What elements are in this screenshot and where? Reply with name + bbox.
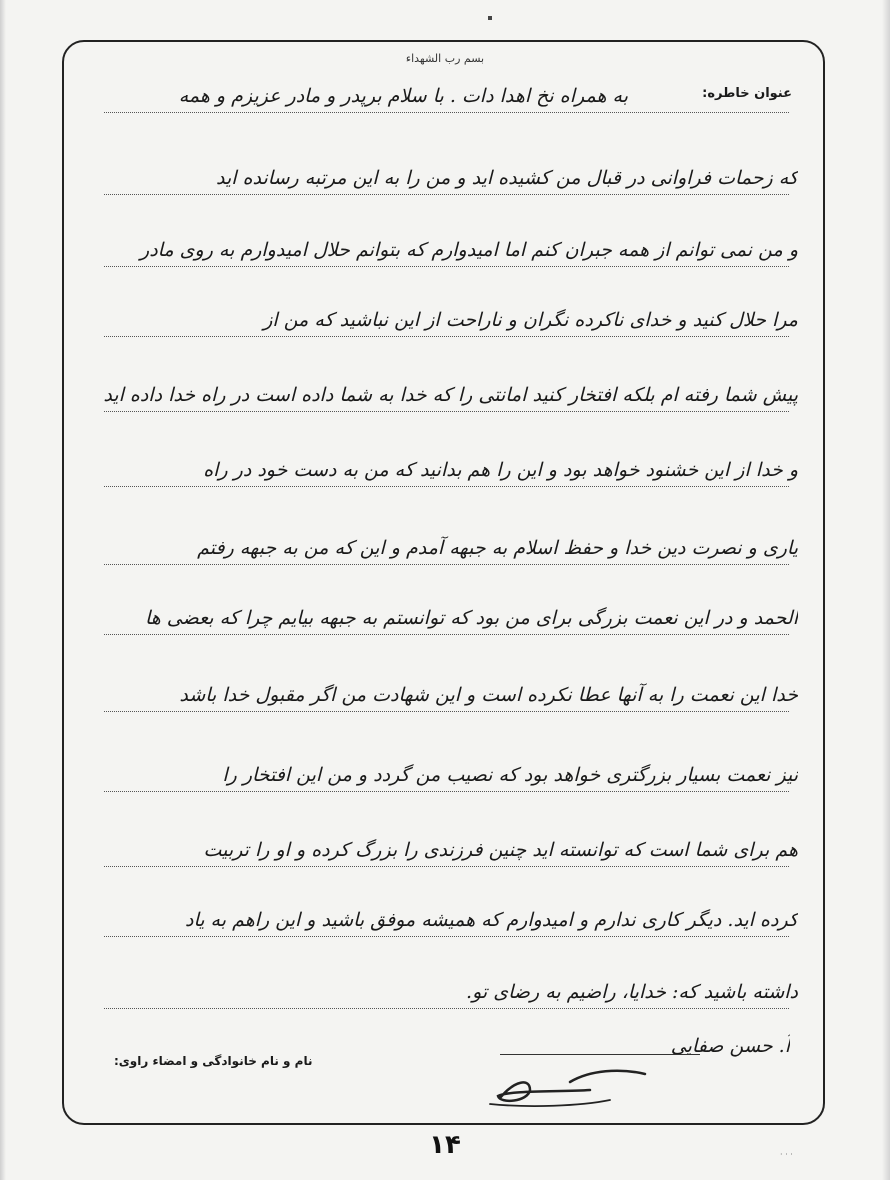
narrator-name-label: نام و نام خانوادگی و امضاء راوی: bbox=[114, 1054, 313, 1068]
dotted-rule bbox=[104, 194, 789, 195]
dotted-rule bbox=[104, 112, 789, 113]
dotted-rule bbox=[104, 411, 789, 412]
memory-line-3: و من نمی توانم از همه جبران کنم اما امیدوارم که بتوانم حلال امیدوارم به روی مادر bbox=[140, 239, 798, 261]
narrator-signature bbox=[470, 1060, 670, 1110]
dotted-rule bbox=[104, 711, 789, 712]
dotted-rule bbox=[104, 266, 789, 267]
memory-line-5: پیش شما رفته ام بلکه افتخار کنید امانتی را که خدا به شما داده است در راه خدا داده اید bbox=[103, 384, 798, 406]
scan-speck bbox=[488, 16, 492, 20]
dotted-rule bbox=[104, 866, 789, 867]
memory-line-10: نیز نعمت بسیار بزرگتری خواهد بود که نصیب من گردد و من این افتخار را bbox=[222, 764, 798, 786]
memory-line-6: و خدا از این خشنود خواهد بود و این را هم بدانید که من به دست خود در راه bbox=[203, 459, 798, 481]
scan-specks: · · · bbox=[780, 1150, 793, 1159]
memory-line-1: به همراه نخ اهدا دات . با سلام برپدر و مادر عزیزم و همه bbox=[178, 85, 628, 107]
memory-line-13: داشته باشید که: خدایا، راضیم به رضای تو. bbox=[466, 981, 798, 1003]
dotted-rule bbox=[104, 936, 789, 937]
dotted-rule bbox=[104, 634, 789, 635]
memory-line-4: مرا حلال کنید و خدای ناکرده نگران و ناراحت از این نباشید که من از bbox=[263, 309, 798, 331]
dotted-rule bbox=[104, 336, 789, 337]
scan-shadow-right bbox=[882, 0, 890, 1180]
scan-shadow-left bbox=[0, 0, 6, 1180]
memory-line-9: خدا این نعمت را به آنها عطا نکرده است و این شهادت من اگر مقبول خدا باشد bbox=[179, 684, 798, 706]
form-header-title: بسم رب الشهداء bbox=[405, 52, 485, 65]
memoir-form-frame bbox=[62, 40, 825, 1125]
narrator-name-value: آ. حسن صفایی bbox=[670, 1035, 790, 1057]
memory-line-12: کرده اید. دیگر کاری ندارم و امیدوارم که همیشه موفق باشید و این راهم به یاد bbox=[184, 909, 798, 931]
dotted-rule bbox=[104, 791, 789, 792]
memory-title-label: عنوان خاطره: bbox=[702, 86, 792, 101]
memory-line-8: الحمد و در این نعمت بزرگی برای من بود که توانستم به جبهه بیایم چرا که بعضی ها bbox=[144, 607, 798, 629]
dotted-rule bbox=[104, 1008, 789, 1009]
memory-line-2: که زحمات فراوانی در قبال من کشیده اید و من را به این مرتبه رسانده اید bbox=[216, 167, 798, 189]
dotted-rule bbox=[104, 486, 789, 487]
memory-line-11: هم برای شما است که توانسته اید چنین فرزندی را بزرگ کرده و او را تربیت bbox=[203, 839, 798, 861]
memory-line-7: یاری و نصرت دین خدا و حفظ اسلام به جبهه آمدم و این که من به جبهه رفتم bbox=[197, 537, 798, 559]
dotted-rule bbox=[104, 564, 789, 565]
narrator-name-underline bbox=[500, 1054, 700, 1055]
page-number: ۱۴ bbox=[429, 1130, 461, 1160]
